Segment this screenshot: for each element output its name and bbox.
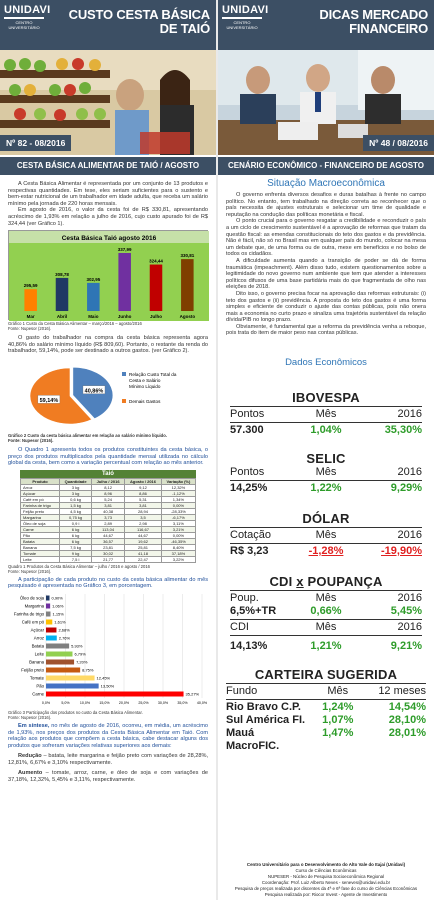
chart3-tick-label: 10,0% <box>79 700 91 705</box>
chart3-category-label: Batata <box>31 643 44 649</box>
table-cell: 8,96 <box>92 490 125 496</box>
poupanca-values: 6,5%+TR 0,66% 5,45% <box>230 605 422 618</box>
table-cell: 22,47 <box>125 556 162 562</box>
table-cell: 0,75 kg <box>60 514 92 520</box>
chart1-bar <box>118 253 131 311</box>
chart3-bar <box>46 611 50 616</box>
chart1-category-label: Julho <box>150 314 162 320</box>
table-cell: 2,89 <box>92 520 125 526</box>
quadro-text: O Quadro 1 apresenta todos os produtos constituintes da cesta básica, o preço dos produtos multiplicados pela quantidade mensal utilizada no cálculo global da cesta, bem como a variação percentual com relação ao mês anterior. <box>8 446 208 467</box>
carteira-block <box>218 667 434 753</box>
unidavi-logo-right: UNIDAVI CENTRO UNIVERSITÁRIO <box>222 4 269 30</box>
table-cell: Pão <box>21 532 60 538</box>
chart3-data-label: 1,61% <box>54 619 66 625</box>
chart1-data-label: 330,81 <box>180 253 195 259</box>
table-cell: Carne <box>21 526 60 532</box>
table-header: Variação (%) <box>161 478 195 484</box>
chart3-bar <box>46 643 69 648</box>
chart3-data-label: 7,20% <box>76 659 88 665</box>
chart3-category-label: Açúcar <box>30 627 44 633</box>
price-table <box>20 470 196 563</box>
table-cell: 3,5 <box>125 514 162 520</box>
table-cell: 37,18% <box>161 550 195 556</box>
chart3-tick-label: 30,0% <box>157 700 169 705</box>
table-cell: 7,5 l <box>60 556 92 562</box>
table-cell: Leite <box>21 556 60 562</box>
carteira-row <box>226 701 426 714</box>
cdi-poupanca-block <box>218 574 434 653</box>
chart3-data-label: 5,93% <box>71 643 83 649</box>
table-cell: Arroz <box>21 484 60 490</box>
chart2-legend-text: Demais Gastos <box>129 398 161 404</box>
mercado-financeiro-column <box>218 0 434 900</box>
chart3-category-label: Leite <box>34 651 44 657</box>
chart2-legend-swatch <box>122 372 126 376</box>
fund-return: 1,24% <box>322 701 354 714</box>
reducao-text: Redução – batata, leite margarina e feijão preto com variações de 28,28%, 12,81%, 6,67% e 3,10% respectivamente. <box>8 753 208 766</box>
table-cell: 1,5 kg <box>60 502 92 508</box>
chart3-category-label: Banana <box>29 659 44 665</box>
chart1-data-label: 302,95 <box>86 277 101 283</box>
chart3-category-label: Carne <box>32 691 44 697</box>
chart1-data-label: 308,78 <box>55 272 69 278</box>
table-cell: 8,86 <box>125 490 162 496</box>
table-cell: Feijão preto <box>21 508 60 514</box>
chart3-caption: Gráfico 3 Participação dos produtos no custo da Cesta Básica Alimentar. Fonte: Nupesor (2016). <box>8 709 143 720</box>
business-meeting-photo <box>218 50 434 155</box>
table-cell: 3,81 <box>92 502 125 508</box>
cdi-header: CDI Mês 2016 <box>230 621 422 634</box>
table-header: Agosto / 2016 <box>125 478 162 484</box>
chart2-legend-text: Cesta e Salário <box>129 377 161 383</box>
table-cell: 28,94 <box>125 508 162 514</box>
macro-title: Situação Macroeconômica <box>267 178 385 189</box>
ibovespa-values: 57.300 1,04% 35,30% <box>230 424 422 437</box>
chart3-bar <box>46 627 56 632</box>
chart3-bar <box>46 619 52 624</box>
table-cell: 5,24 <box>92 496 125 502</box>
edition-badge-right: Nº 48 / 08/2016 <box>363 135 434 151</box>
chart1-category-label: Abril <box>56 314 68 320</box>
chart1-data-label: 324,44 <box>149 258 163 264</box>
supermarket-photo <box>0 50 216 155</box>
edition-badge: Nº 82 - 08/2016 <box>0 135 71 151</box>
chart3-bar <box>46 595 50 600</box>
table-header: Produto <box>21 478 60 484</box>
table-cell: 7,5 kg <box>60 544 92 550</box>
ibovespa-block <box>218 390 434 437</box>
unidavi-logo: UNIDAVI CENTRO UNIVERSITÁRIO <box>4 4 51 30</box>
table-cell: 3,21% <box>161 526 195 532</box>
table-cell: 44,67 <box>92 532 125 538</box>
chart3-data-label: 6,79% <box>74 651 86 657</box>
table-cell: 116,67 <box>125 526 162 532</box>
participacao-text: A participação de cada produto no custo da cesta básica alimentar do mês pesquisado é apresentada no Gráfico 3, em porcentagem. <box>8 576 208 590</box>
chart3-data-label: 2,68% <box>58 627 70 633</box>
chart3-tick-label: 35,0% <box>177 700 188 705</box>
fund-name: Sul América FI. <box>226 714 306 727</box>
table-cell: 40,38 <box>92 508 125 514</box>
macro-text: O governo enfrenta diversos desafios e duras batalhas à frente no campo político. No entanto, tem trabalhado na direção correta ao reconhecer que o país necessita de ajustes estruturais e selecionar um time de qualidade e reputação na condução das políticas monetária e fiscal. O ponto crucial para o governo resgatar a credibilidade e reconduzir o país a um ciclo de crescimento sustentável é a aprovação de reformas que tratam da questão fiscal: as emendas constitucionais do teto dos gastos e da previdência. Não é fácil, não só no Brasil mas em qualquer país do mundo, colocar na mesa um debate que, de uma forma ou de outra, mexe em benefícios e no bolso de todos os cidadãos. A dificuldade aumenta quando a transição de poder se dá de forma traumática (impeachment). Além disso tudo, existem questionamentos sobre a legitimidade do novo governo num ambiente que tem que atender a interesses políticos difusos de uma base partidária mais do que fragmentada de olho nas eleições de 2018. Dito isso, o governo precisa focar na aprovação das reformas estruturais: (i) teto dos gastos e (ii) previdência. A proposta do teto dos gastos é uma forma simples e eficiente de conduzir o ajuste das contas públicas, pois não onera mais a economia no curto prazo e sinaliza uma trajetória sustentável da relação dívida/PIB no longo prazo. Obviamente, é fundamental que a reforma da previdência venha a reboque, pois trata do item de maior peso nas contas públicas. <box>226 192 426 337</box>
chart1-bar <box>87 283 100 311</box>
table-cell: 3,11% <box>161 520 195 526</box>
section-band: CESTA BÁSICA ALIMENTAR DE TAIÓ / AGOSTO <box>0 157 216 175</box>
chart1-bar <box>150 265 163 311</box>
left-title: CUSTO CESTA BÁSICA DE TAIÓ <box>68 7 210 36</box>
right-title: DICAS MERCADO FINANCEIRO <box>319 7 428 36</box>
ibovespa-title: IBOVESPA <box>292 390 360 406</box>
cesta-basica-column <box>0 0 216 900</box>
table-cell: 3 kg <box>60 484 92 490</box>
intro-text: A Cesta Básica Alimentar é representada por um conjunto de 13 produtos e respectivas quantidades. Em tese, eles seriam suficientes para o sustento e bem-estar nutricional de um trabalhador em idade adulta, que receba um salário mínimo pela jornada de 220 horas mensais. Em agosto de 2016, o valor da cesta foi de R$ 330,81, apresentando acréscimo de 1,93% em relação a julho de 2016, cujo custo apurado foi de R$ 324,44 (ver Gráfico 1). <box>8 181 208 227</box>
table-cell: Batata <box>21 538 60 544</box>
chart3-category-label: Feijão preto <box>21 667 44 673</box>
chart3-data-label: 8,75% <box>82 667 94 673</box>
table-cell: 5,31 <box>125 496 162 502</box>
sintese-text: Em síntese, no mês de agosto de 2016, ocorreu, em média, um acréscimo de 1,93%, nos preços dos produtos da Cesta Básica Alimentar em Taió. Com relação aos produtos que compõem a cesta básica, cabe destacar alguns dos produtos que sofreram variações relativas superiores aos demais: <box>8 722 209 749</box>
table-cell: -6,17% <box>161 514 195 520</box>
chart2-legend-swatch <box>122 399 126 403</box>
table-cell: 6 kg <box>60 538 92 544</box>
table-cell: 36,57 <box>92 538 125 544</box>
selic-header: Pontos Mês 2016 <box>230 466 422 479</box>
chart3-data-label: 2,76% <box>58 635 71 641</box>
carteira-title: CARTEIRA SUGERIDA <box>254 667 398 683</box>
chart1-background <box>9 231 209 321</box>
table-cell: 8,12 <box>92 484 125 490</box>
chart3-tick-label: 40,0% <box>196 700 208 705</box>
selic-block <box>218 451 434 495</box>
table-cell: 21,77 <box>92 556 125 562</box>
chart3-data-label: 1,15% <box>52 611 64 617</box>
chart1-category-label: Junho <box>117 314 132 320</box>
fund-return: 1,47% <box>322 727 354 740</box>
chart3-bar <box>46 683 99 688</box>
table-header: Quantidade <box>60 478 92 484</box>
table-cell: 30,02 <box>92 550 125 556</box>
chart3-bar <box>46 651 72 656</box>
table-cell: -46,35% <box>161 538 195 544</box>
table-cell: 0,6 kg <box>60 496 92 502</box>
ibovespa-header: Pontos Mês 2016 <box>230 408 422 421</box>
chart1-bar <box>56 278 69 311</box>
chart3-category-label: Café em pó <box>21 619 44 625</box>
table-cell: 3,22% <box>161 556 195 562</box>
dolar-header: Cotação Mês 2016 <box>230 529 422 542</box>
aumento-text: Aumento – tomate, arroz, carne, e óleo de soja e com variações de 37,18%, 12,32%, 5,45% e 3,11%, respectivamente. <box>8 770 208 784</box>
chart3-category-label: Pão <box>36 683 44 689</box>
carteira-rows <box>226 701 426 753</box>
chart3-tick-label: 15,0% <box>99 700 110 705</box>
fund-return: 1,07% <box>322 714 354 727</box>
table-cell: -28,33% <box>161 508 195 514</box>
chart3-tick-label: 0,0% <box>41 700 51 705</box>
carteira-row <box>226 714 426 727</box>
chart3-category-label: Tomate <box>29 675 44 681</box>
chart3-data-label: 13,50% <box>100 683 115 689</box>
table-cell: 3 kg <box>60 490 92 496</box>
chart3-category-label: Óleo de soja <box>19 595 44 601</box>
chart1-data-label: 337,99 <box>117 247 132 253</box>
chart3-category-label: Arroz <box>33 635 44 641</box>
dolar-block <box>218 511 434 558</box>
table-cell: 0,00% <box>161 502 195 508</box>
selic-values: 14,25% 1,22% 9,29% <box>230 482 422 495</box>
table-cell: 25,81 <box>125 544 162 550</box>
chart1-caption: Gráfico 1 Custo da Cesta Básica Alimentar – março/2016 – agosto/2016 Fonte: Nupesor (2016). <box>8 321 142 332</box>
table-cell: 9 kg <box>60 550 92 556</box>
chart3-data-label: 1,06% <box>52 603 64 609</box>
table-cell: 2,98 <box>125 520 162 526</box>
table-cell: 12,32% <box>161 484 195 490</box>
table-cell: Açúcar <box>21 490 60 496</box>
table-cell: 1,34% <box>161 496 195 502</box>
table-cell: Farinha de trigo <box>21 502 60 508</box>
poupanca-header: Poup. Mês 2016 <box>230 592 422 605</box>
chart1-category-label: Mar <box>26 314 35 320</box>
table-caption: Quadro 1 Produtos da Cesta Básica Alimentar – julho / 2016 e agosto / 2016 Fonte: Nupesor (2016). <box>8 563 151 574</box>
table-cell: 0,9 l <box>60 520 92 526</box>
table-cell: 3,73 <box>92 514 125 520</box>
table-cell: 9,12 <box>125 484 162 490</box>
chart1-data-label: 295,59 <box>23 283 38 289</box>
dolar-title: DÓLAR <box>302 511 350 527</box>
table-cell: 19,62 <box>125 538 162 544</box>
fund-name: Mauá MacroFIC. <box>226 727 280 753</box>
chart3-bar <box>46 659 74 664</box>
table-row <box>21 556 196 562</box>
table-cell: -1,12% <box>161 490 195 496</box>
chart3-bar <box>46 675 95 680</box>
table-cell: 3,81 <box>125 502 162 508</box>
table-cell: Margarina <box>21 514 60 520</box>
table-cell: 41,18 <box>125 550 162 556</box>
table-cell: 44,67 <box>125 532 162 538</box>
carteira-row <box>226 727 426 753</box>
table-cell: 0,00% <box>161 532 195 538</box>
chart3-bar <box>46 635 57 640</box>
selic-title: SELIC <box>306 451 346 467</box>
table-cell: Banana <box>21 544 60 550</box>
chart1-title: Cesta Básica Taió agosto 2016 <box>61 235 157 243</box>
cdi-title: CDI x POUPANÇA <box>269 574 383 590</box>
table-cell: 23,81 <box>92 544 125 550</box>
table-title: Taió <box>20 470 196 478</box>
right-header <box>218 0 434 50</box>
fund-return: 14,54% <box>388 701 427 714</box>
carteira-header: Fundo Mês 12 meses <box>226 685 427 698</box>
footer: Centro Universitário para o Desenvolvimento do Alto Vale do Itajaí (Unidavi) Curso de Ciências Econômicas NUPESER - Núcleo de Pesquisa Socioeconômica Regional Coordenação: Prof. Luiz Alberto Neves - seneves@unidavi.edu.br Pesquisa de preços realizada por discentes da 4ª e 6ª fase do curso de Ciências Econômicas Pesquisa realizada por: Riocor Invest - Agente de Investimento <box>234 862 418 897</box>
table-cell: Tomate <box>21 550 60 556</box>
fund-return: 28,10% <box>388 714 427 727</box>
table-header: Julho / 2016 <box>92 478 125 484</box>
chart3-bar <box>46 667 80 672</box>
left-header <box>0 0 216 50</box>
fund-name: Rio Bravo C.P. <box>226 701 301 714</box>
chart2-data-label: 40,86% <box>84 388 104 395</box>
chart3-tick-label: 5,0% <box>61 700 70 705</box>
chart3-data-label: 35,27% <box>185 691 200 697</box>
table-cell: 6 kg <box>60 532 92 538</box>
chart3-data-label: 12,45% <box>96 675 111 681</box>
chart2-legend-text: Relação Custo Total da <box>129 371 177 377</box>
chart3-bar <box>46 691 184 696</box>
table-cell: 4,5 kg <box>60 508 92 514</box>
mid-text: O gasto do trabalhador na compra da cesta básica representa agora 40,86% do salário mínimo líquido (R$ 809,60). Portanto, o restante da renda do trabalhador, 59,14%, pode ser destinado a outros gastos. (ver Gráfico 2). <box>8 335 208 355</box>
chart1-category-label: Agosto <box>179 314 196 320</box>
table-cell: 6 kg <box>60 526 92 532</box>
price-table-grid <box>20 478 196 563</box>
table-cell: 8,40% <box>161 544 195 550</box>
chart3-tick-label: 20,0% <box>118 700 130 705</box>
chart2-legend-text: Mínimo Líquido <box>129 383 161 389</box>
section-band-right: CENÁRIO ECONÔMICO - FINANCEIRO DE AGOSTO <box>218 157 434 175</box>
dados-title: Dados Econômicos <box>285 357 367 369</box>
table-cell: Óleo de soja <box>21 520 60 526</box>
chart3-tick-label: 25,0% <box>138 700 149 705</box>
chart1-bar <box>24 289 37 311</box>
chart2-data-label: 59,14% <box>39 397 59 404</box>
chart3-data-label: 0,90% <box>51 595 63 601</box>
chart-cesta-basica <box>8 230 208 320</box>
chart1-category-label: Maio <box>88 314 99 320</box>
chart3-category-label: Margarina <box>24 603 44 609</box>
chart-participacao <box>8 592 208 710</box>
chart2-caption: Gráfico 2 Custo da cesta básica alimentar em relação ao salário mínimo líquido. Fonte: Nupesor (2016). <box>8 432 167 443</box>
cdi-values: 14,13% 1,21% 9,21% <box>230 640 422 653</box>
table-cell: Café em pó <box>21 496 60 502</box>
chart1-bar <box>181 259 194 311</box>
chart-pie <box>8 358 208 433</box>
table-cell: 113,04 <box>92 526 125 532</box>
chart3-bar <box>46 603 50 608</box>
fund-return: 28,01% <box>388 727 427 740</box>
chart3-category-label: Farinha de trigo <box>13 611 44 617</box>
dolar-values: R$ 3,23 -1,28% -19,90% <box>230 545 422 558</box>
